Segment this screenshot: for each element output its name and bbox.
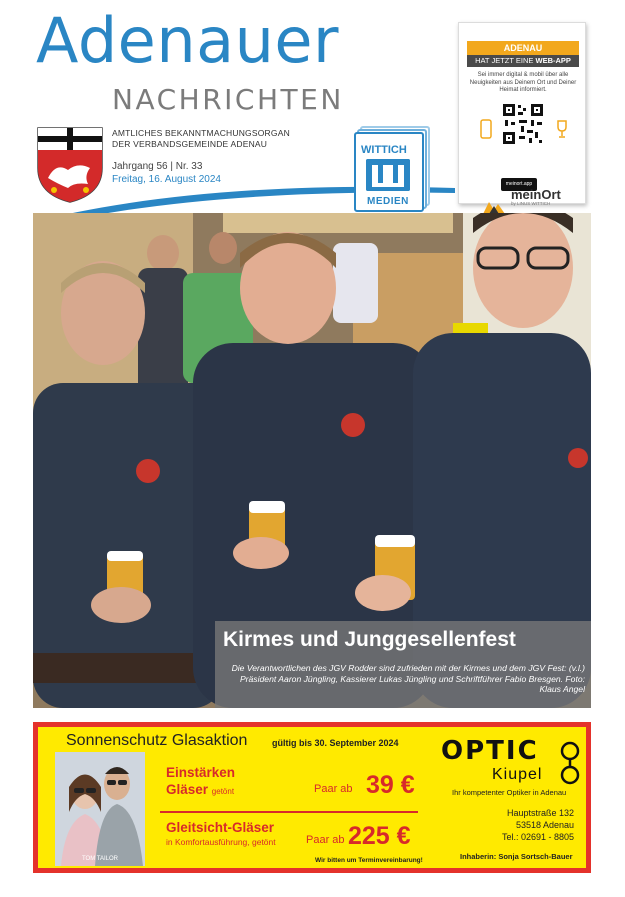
qr-code-icon[interactable]: [501, 102, 545, 146]
ad-models-illustration: [55, 752, 145, 866]
trophy-icon: [555, 119, 569, 139]
issue-date: Freitag, 16. August 2024: [112, 174, 221, 185]
webapp-subheader: [467, 55, 579, 67]
webapp-header: ADENAU: [467, 41, 579, 55]
offer1-prefix: Paar ab: [314, 783, 353, 795]
offer-divider: [160, 811, 418, 813]
optic-address: [472, 807, 574, 843]
webapp-subheader-pre: HAT JETZT EINE: [475, 56, 536, 65]
offer-single-vision: [166, 764, 235, 800]
offer2-prefix: Paar ab: [306, 834, 345, 846]
optic-tagline: Ihr kompetenter Optiker in Adenau: [452, 788, 567, 797]
optic-city: 53518 Adenau: [515, 820, 574, 830]
newspaper-title: Adenauer: [36, 4, 340, 77]
ad-validity: gültig bis 30. September 2024: [272, 738, 399, 748]
coat-of-arms-icon: [34, 124, 106, 204]
org-line-1: AMTLICHES BEKANNTMACHUNGSORGAN: [112, 128, 290, 138]
offer2-line2: in Komfortausführung, getönt: [166, 837, 276, 847]
meinort-brand-sub: by LINUS WITTICH: [511, 201, 551, 206]
meinort-brand: meinOrt: [511, 187, 561, 202]
feature-caption-box: [215, 621, 591, 708]
appointment-note: Wir bitten um Terminvereinbarung!: [315, 857, 423, 864]
organ-description: [112, 128, 290, 150]
feature-caption: Die Verantwortlichen des JGV Rodder sind zufrieden mit der Kirmes und dem JGV Fest: (v.l.) Präsident Aaron Jüngling, Kassierer Lukas Jüngling und Schriftführer Fabio Bresgen. Foto: Klaus Angel: [231, 663, 585, 694]
phone-icon: [479, 119, 493, 139]
offer1-line1: Einstärken: [166, 765, 236, 780]
wittich-medien-logo: [354, 126, 428, 210]
webapp-text: Sei immer digital & mobil über alle Neuigkeiten aus Deinem Ort und Deiner Heimat informiert.: [469, 72, 577, 93]
ad-headline: Sonnenschutz Glasaktion: [66, 732, 248, 749]
offer1-price: 39 €: [366, 771, 415, 799]
optic-brand-name: Kiupel: [492, 766, 543, 783]
issue-number: Jahrgang 56 | Nr. 33: [112, 161, 203, 172]
webapp-promo[interactable]: [458, 22, 586, 204]
offer-progressive: [166, 820, 276, 850]
offer2-line1: Gleitsicht-Gläser: [166, 820, 275, 835]
webapp-subheader-bold: WEB-APP: [535, 56, 571, 65]
publisher-suffix: MEDIEN: [367, 196, 409, 207]
optician-advertisement[interactable]: [33, 722, 591, 873]
optic-street: Hauptstraße 132: [506, 808, 574, 818]
optic-owner: Inhaberin: Sonja Sortsch-Bauer: [460, 852, 573, 861]
optic-brand: OPTIC: [441, 736, 539, 766]
optic-phone[interactable]: Tel.: 02691 - 8805: [501, 832, 574, 842]
org-line-2: DER VERBANDSGEMEINDE ADENAU: [112, 139, 268, 149]
publisher-name: WITTICH: [361, 144, 407, 156]
webapp-link-badge[interactable]: meinort.app: [501, 178, 537, 191]
ad-photo-label: TOM TAILOR: [81, 856, 119, 862]
offer1-tag: getönt: [211, 787, 235, 796]
ad-photo: [55, 752, 145, 866]
offer1-line2: Gläser: [166, 782, 209, 797]
wittich-w-icon: [366, 159, 410, 191]
offer2-price: 225 €: [348, 822, 411, 850]
newspaper-subtitle: NACHRICHTEN: [112, 83, 344, 116]
glasses-icon: [560, 739, 580, 787]
feature-title: Kirmes und Junggesellenfest: [223, 628, 516, 651]
meinort-logo-icon: [483, 200, 505, 214]
